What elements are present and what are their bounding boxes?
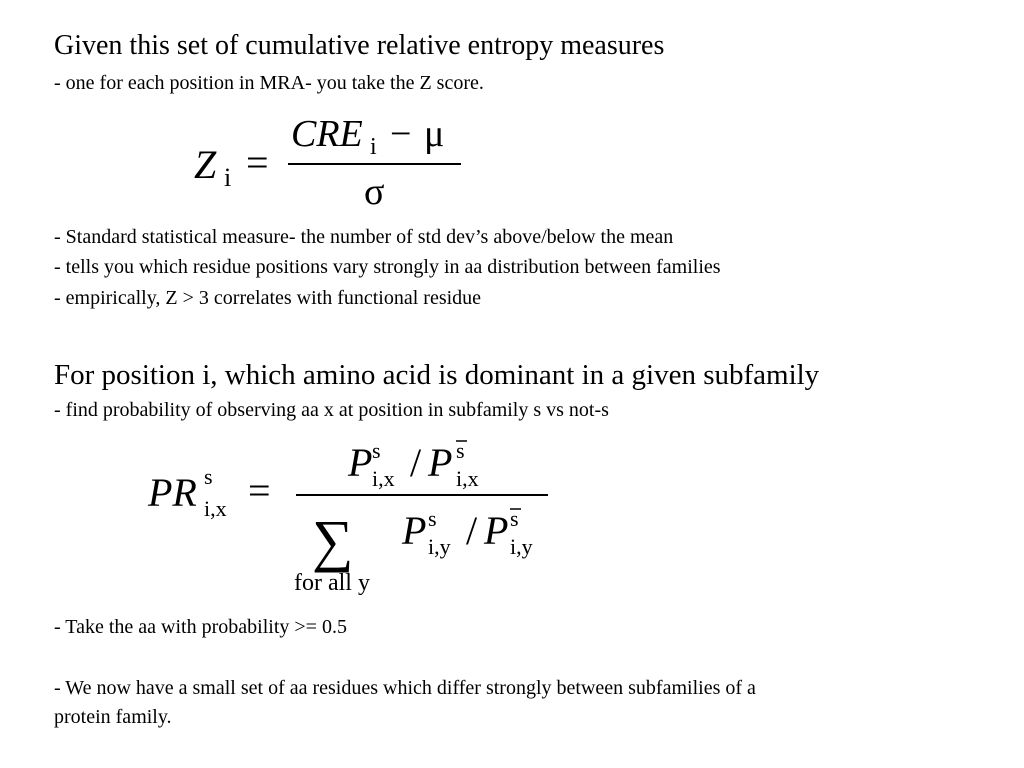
section1-subtitle: - one for each position in MRA- you take the Z score.: [54, 72, 484, 94]
den-p2: P: [484, 508, 509, 553]
z-den: σ: [364, 171, 385, 213]
section2-bullet-2: - We now have a small set of aa residues which differ strongly between subfamilies of a: [54, 677, 756, 699]
pr-lhs-sup: s: [204, 464, 213, 489]
sum-sigma: ∑: [312, 508, 354, 573]
num-p2-sup: s: [456, 438, 465, 463]
z-mu: μ: [424, 113, 445, 155]
den-p1: P: [402, 508, 427, 553]
num-slash: /: [410, 440, 422, 485]
section1-bullet-3: - empirically, Z > 3 correlates with functional residue: [54, 287, 482, 309]
num-p1: P: [348, 440, 373, 485]
section2-bullet-1: - Take the aa with probability >= 0.5: [54, 616, 347, 638]
den-p2-sub: i,y: [510, 534, 533, 559]
section1-bullet-1: - Standard statistical measure- the number of std dev’s above/below the mean: [54, 226, 674, 248]
z-lhs-var: Z: [194, 142, 217, 187]
z-equals: =: [246, 140, 269, 185]
section2-subtitle: - find probability of observing aa x at position in subfamily s vs not-s: [54, 399, 609, 421]
num-p1-sup: s: [372, 438, 381, 463]
den-slash: /: [466, 508, 478, 553]
den-p1-sup: s: [428, 506, 437, 531]
pr-formula: [140, 432, 560, 602]
section2-bullet-2-continued: protein family.: [54, 706, 172, 728]
num-p1-sub: i,x: [372, 466, 395, 491]
z-num-sub: i: [370, 134, 377, 160]
section1-heading: Given this set of cumulative relative entropy measures: [54, 30, 665, 61]
z-lhs-sub: i: [224, 163, 232, 192]
den-p2-sup: s: [510, 506, 519, 531]
pr-lhs-var: PR: [148, 470, 197, 515]
z-num-var: CRE: [291, 113, 363, 155]
section1-bullet-2: - tells you which residue positions vary strongly in aa distribution between families: [54, 256, 721, 278]
zscore-formula: [190, 110, 480, 215]
num-p2: P: [428, 440, 453, 485]
z-minus: −: [390, 113, 412, 155]
pr-lhs-sub: i,x: [204, 496, 227, 521]
sum-under: for all y: [294, 570, 370, 596]
section2-heading: For position i, which amino acid is dominant in a given subfamily: [54, 359, 820, 391]
num-p2-sub: i,x: [456, 466, 479, 491]
den-p1-sub: i,y: [428, 534, 451, 559]
pr-equals: =: [248, 468, 271, 513]
